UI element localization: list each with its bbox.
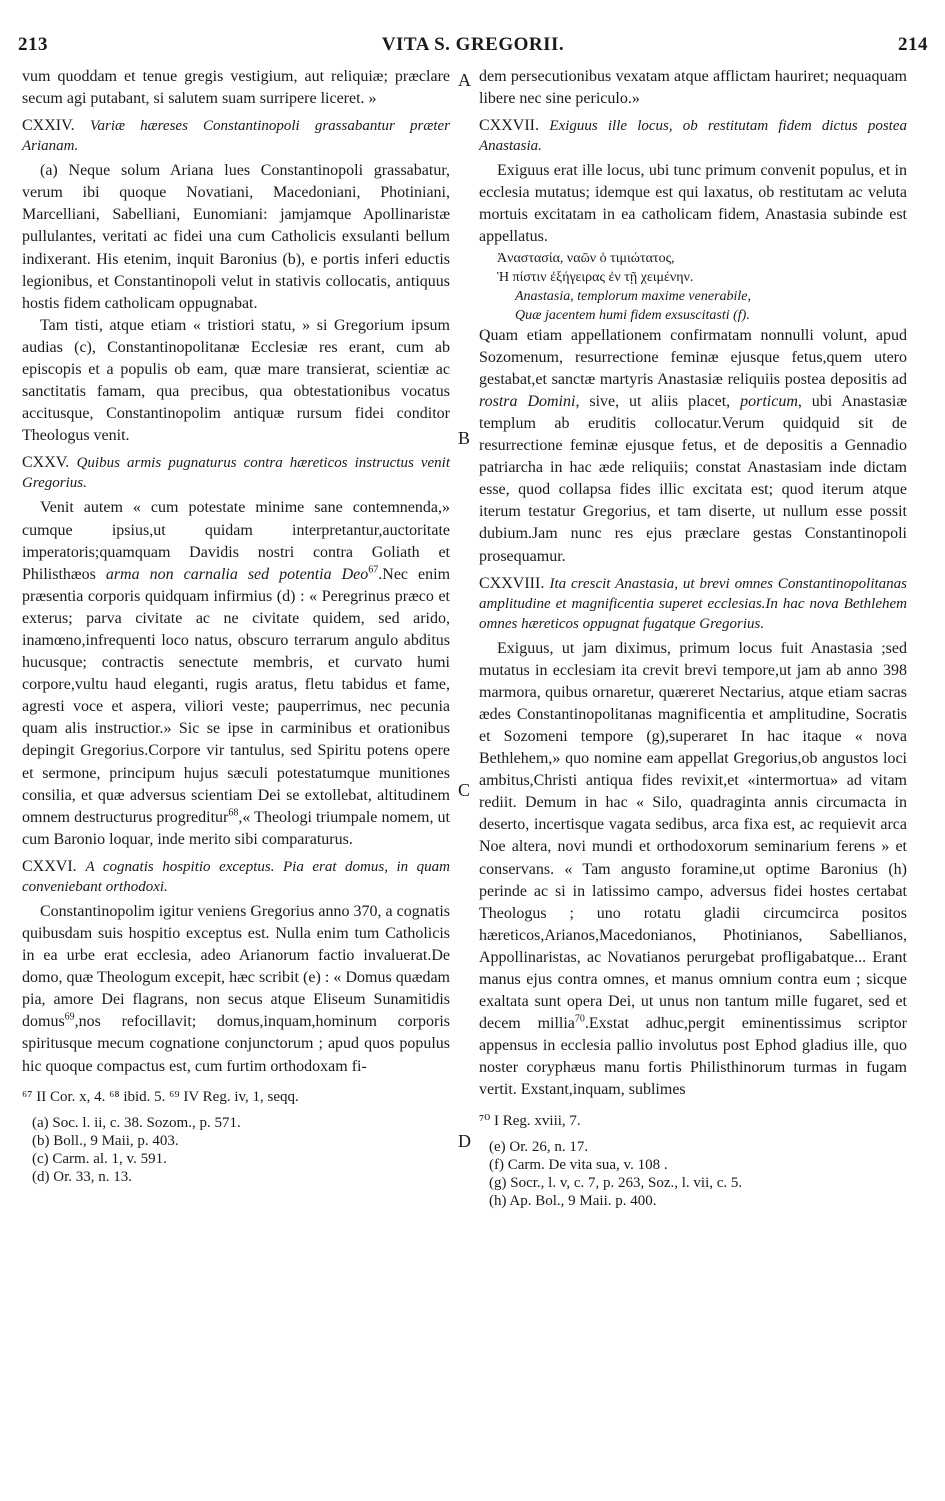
footnote-g: (g) Socr., l. v, c. 7, p. 263, Soz., l. vii, c. 5. bbox=[489, 1174, 743, 1191]
footnotes-left bbox=[22, 1088, 450, 1186]
greek-verse-1: Ἀναστασία, ναῶν ὁ τιμιώτατος, bbox=[497, 250, 675, 266]
text-run: Exiguus, ut jam diximus, primum locus fuit Anastasia ;sed mutatus in ecclesiam ita crevit brevi tempore,ut jam ab anno 398 marmora, quibus ornaretur, quæreret Nectarius, atque etiam sacras ædes Constantinopolitanas magnificentia et amplitudine, Socratis et Sozomeni tempore (g),superaret In hac itaque « nova Bethlehem,» quo nomine eam appellat Gregorius,ob angustos loci ambitus,Christi antiqua fides revixit,et «intermortua» ad vitam rediit. Demum in hac « Silo, quadraginta annis circumacta in deserto, incertisque vagata sedibus, arca fixa est, ac requievit arca Noe altera, novi mundi et orthodoxorum seminarium ferens » et conservans. « Tam angusto foramine,ut optime Baronius (h) perinde ac si in latissimo campo, adversus fidei hostes certabat Theologus ; uno rotatu gladii circumcirca positos hæreticos,Arianos,Macedonianos, Photinianos, Sabellianos, Appollinaristas, ac Novatianos perurgebat profligabatque... Erant manus ejus contra omnes, et manus omnium contra eum ; sicque exaltata sunt opera Dei, ut unus non tantum mille fugaret, sed et decem millia bbox=[479, 639, 907, 1033]
chapter-heading-124 bbox=[22, 116, 450, 156]
footnotes-right bbox=[479, 1112, 907, 1210]
paragraph: vum quoddam et tenue gregis vestigium, aut reliquiæ; præclare secum agi putabant, si salutem suam surripere liceret. » bbox=[22, 68, 450, 108]
margin-marker-a: A bbox=[458, 70, 471, 90]
paragraph bbox=[22, 901, 450, 1078]
footnote-d: (d) Or. 33, n. 13. bbox=[32, 1168, 132, 1185]
paragraph bbox=[22, 497, 450, 851]
footnote-f: (f) Carm. De vita sua, v. 108 . bbox=[489, 1156, 668, 1173]
footnote-a: (a) Soc. l. ii, c. 38. Sozom., p. 571. bbox=[32, 1114, 241, 1131]
text-run: .Nec enim præsentia corporis quidquam infirmius (d) : « Peregrinus præco et exterus; parva civitate ac ne civitate quidem, sed arido, inamœno,infrequenti loco natus, obscuro terrarum angulo abditus hucusque; contractis senectute membris, et curvato humi corpore,vultu haud eleganti, rugis aratus, fletu tabidus et fame, agresti voce et aspera, viliori veste; pauperrimus, nec pecunia quam alis instructior.» Sic se ipse in carminibus et orationibus depingit Gregorius.Corpore vir tantulus, sed Spiritu potens opere et sermone, principum hujus sæculi potestatumque munitiones consilia, et quæ adversus scientiam Dei se extollebat, altitudinem omnem destructurus progreditur bbox=[22, 565, 451, 826]
paragraph: Exiguus erat ille locus, ubi tunc primum convenit populus, et in ecclesia mutatus; idemque est qui laxatus, ob restitutam ac veluta mortuis excitatam in ea catholicam fidem, Anastasia subinde est appellatus. bbox=[479, 162, 907, 246]
chapter-number: CXXVIII. bbox=[479, 574, 545, 592]
chapter-title: Quibus armis pugnaturus contra hæreticos instructus venit Gregorius. bbox=[22, 455, 451, 492]
scripture-ref-line: ⁷⁰ I Reg. xviii, 7. bbox=[479, 1112, 581, 1129]
scripture-ref-line: ⁶⁷ II Cor. x, 4. ⁶⁸ ibid. 5. ⁶⁹ IV Reg. iv, 1, seqq. bbox=[22, 1088, 299, 1105]
paragraph: dem persecutionibus vexatam atque afflictam hauriret; nequaquam libere nec sine periculo.» bbox=[479, 68, 907, 108]
margin-marker-b: B bbox=[458, 428, 471, 448]
right-column bbox=[479, 66, 907, 1210]
footnote-ref: 70 bbox=[574, 1013, 585, 1025]
chapter-title: Exiguus ille locus, ob restitutam fidem dictus postea Anastasia. bbox=[479, 118, 907, 155]
chapter-number: CXXV. bbox=[22, 454, 70, 472]
paragraph bbox=[479, 325, 907, 568]
chapter-number: CXXIV. bbox=[22, 117, 75, 135]
footnote-ref: 68 bbox=[228, 807, 239, 819]
latin-verse-1: Anastasia, templorum maxime venerabile, bbox=[515, 288, 752, 304]
chapter-heading-127 bbox=[479, 116, 907, 156]
chapter-title: A cognatis hospitio exceptus. Pia erat domus, in quam conveniebant orthodoxi. bbox=[22, 858, 450, 895]
source-notes bbox=[22, 1114, 450, 1186]
scripture-refs bbox=[479, 1112, 907, 1130]
chapter-number: CXXVI. bbox=[22, 857, 77, 875]
text-run-italic: porticum bbox=[740, 392, 798, 410]
chapter-title: Variæ hæreses Constantinopoli grassabantur præter Arianam. bbox=[22, 118, 450, 155]
page-number-left: 213 bbox=[18, 34, 48, 55]
running-title: VITA S. GREGORII. bbox=[381, 34, 565, 55]
left-column bbox=[22, 66, 450, 1186]
latin-verse-2: Quæ jacentem humi fidem exsuscitasti (f). bbox=[515, 307, 750, 323]
chapter-heading-125 bbox=[22, 453, 450, 493]
text-run-italic: arma non carnalia sed potentia Deo bbox=[105, 565, 369, 583]
paragraph: (a) Neque solum Ariana lues Constantinopoli grassabatur, verum ibi quoque Novatiani, Macedoniani, Photiniani, Marcelliani, Sabelliani, Eunomiani: jamjamque Apollinaristæ pullulantes, veritati ac fidei una cum Catholicis exsulanti bellum indixerant. His etenim, inquit Baronius (b), e portis inferi eductis legionibus, et Constantinopoli velut in stativis collocatis, antiquus hostis fidem catholicam oppugnabat. bbox=[22, 162, 450, 312]
text-run: , sive, ut aliis placet, bbox=[575, 392, 731, 410]
footnote-ref: 67 bbox=[368, 564, 379, 576]
paragraph: Tam tisti, atque etiam « tristiori statu, » si Gregorium ipsum audias (c), Constantinopolitanæ Ecclesiæ res erant, cum ab episcopis et a populis ob eam, quæ mare transierat, scientiæ ac sanctitatis famam, qua precibus, qua obtestationibus vocatus accitusque, Constantinopolim antiquæ rursum fidei conditor Theologus venit. bbox=[22, 316, 450, 445]
footnote-b: (b) Boll., 9 Maii, p. 403. bbox=[32, 1132, 179, 1149]
page-number-right: 214 bbox=[898, 34, 928, 55]
source-notes bbox=[479, 1138, 907, 1210]
text-run: ,nos refocillavit; domus,inquam,hominum corporis spiritusque mecum cognatione conjunctorum ; apud quos populus hic quoque compactus est, cum furtim orthodoxam fi- bbox=[22, 1013, 450, 1075]
margin-marker-c: C bbox=[458, 780, 471, 800]
footnote-c: (c) Carm. al. 1, v. 591. bbox=[32, 1150, 167, 1167]
text-run: Venit autem « cum potestate minime sane contemnenda,» cumque ipsius,ut quidam interpretantur,auctoritate imperatoris;quamquam Davidis nostri contra Goliath et Philisthæos bbox=[22, 499, 450, 583]
running-header bbox=[18, 34, 928, 58]
paragraph bbox=[479, 638, 907, 1102]
text-run: Quam etiam appellationem confirmatam nonnulli volunt, apud Sozomenum, resurrectione feminæ ejusque fetus,quem utero gestabat,et sanctæ martyris Anastasiæ reliquiis postea depositis ad bbox=[479, 326, 907, 388]
greek-verse-2: Ἡ πίστιν ἐξήγειρας ἐν τῇ χειμένην. bbox=[497, 269, 694, 285]
text-run: .Exstat adhuc,pergit eminentissimus scriptor appensus in ecclesia pallio involutus post Ephod gladius ille, quo noster coryphæus manu fortis Philisthinorum turmas in fugam vertit. Exstant,inquam, sublimes bbox=[479, 1015, 908, 1099]
footnote-ref: 69 bbox=[64, 1012, 75, 1024]
chapter-number: CXXVII. bbox=[479, 117, 539, 135]
scripture-refs bbox=[22, 1088, 450, 1106]
footnote-e: (e) Or. 26, n. 17. bbox=[489, 1138, 589, 1155]
chapter-heading-126 bbox=[22, 857, 450, 897]
text-run-italic: rostra Domini bbox=[479, 392, 576, 410]
chapter-heading-128 bbox=[479, 574, 907, 634]
text-run: Constantinopolim igitur veniens Gregorius anno 370, a cognatis quibusdam suis hospitio exceptus est. Nulla enim tum Catholicis in ea urbe erat ecclesia, adeo Arianorum factio invaluerat.De domo, quæ Theologum excepit, hæc scribit (e) : « Domus quædam pia, amore Dei flagrans, non secus atque Eliseum Sunamitidis domus bbox=[22, 902, 450, 1031]
footnote-h: (h) Ap. Bol., 9 Maii. p. 400. bbox=[489, 1192, 657, 1209]
chapter-title: Ita crescit Anastasia, ut brevi omnes Constantinopolitanas amplitudine et magnificentia superet ecclesias.In hac nova Bethlehem omnes hæreticos oppugnat fugatque Gregorius. bbox=[479, 575, 907, 632]
text-run: ,« Theologi triumpale nomem, ut cum Baronio loquar, inde merito sibi comparaturus. bbox=[22, 808, 450, 848]
text-run: , ubi Anastasiæ templum ab eruditis collocatur.Verum quidquid sit de resurrectione feminæ ejusque fetus, et de depositis a Gennadio patriarcha in hac æde reliquiis; constat Anastasiam inde dictam esse, quod collapsa fides illic excitata est; quod iterum atque iterum testatur Gregorius, et tam diserte, ut nullum esse possit dubium.Jam nunc res ejus præclare gestas Constantinopoli prosequamur. bbox=[479, 392, 908, 565]
margin-marker-d: D bbox=[458, 1131, 471, 1151]
